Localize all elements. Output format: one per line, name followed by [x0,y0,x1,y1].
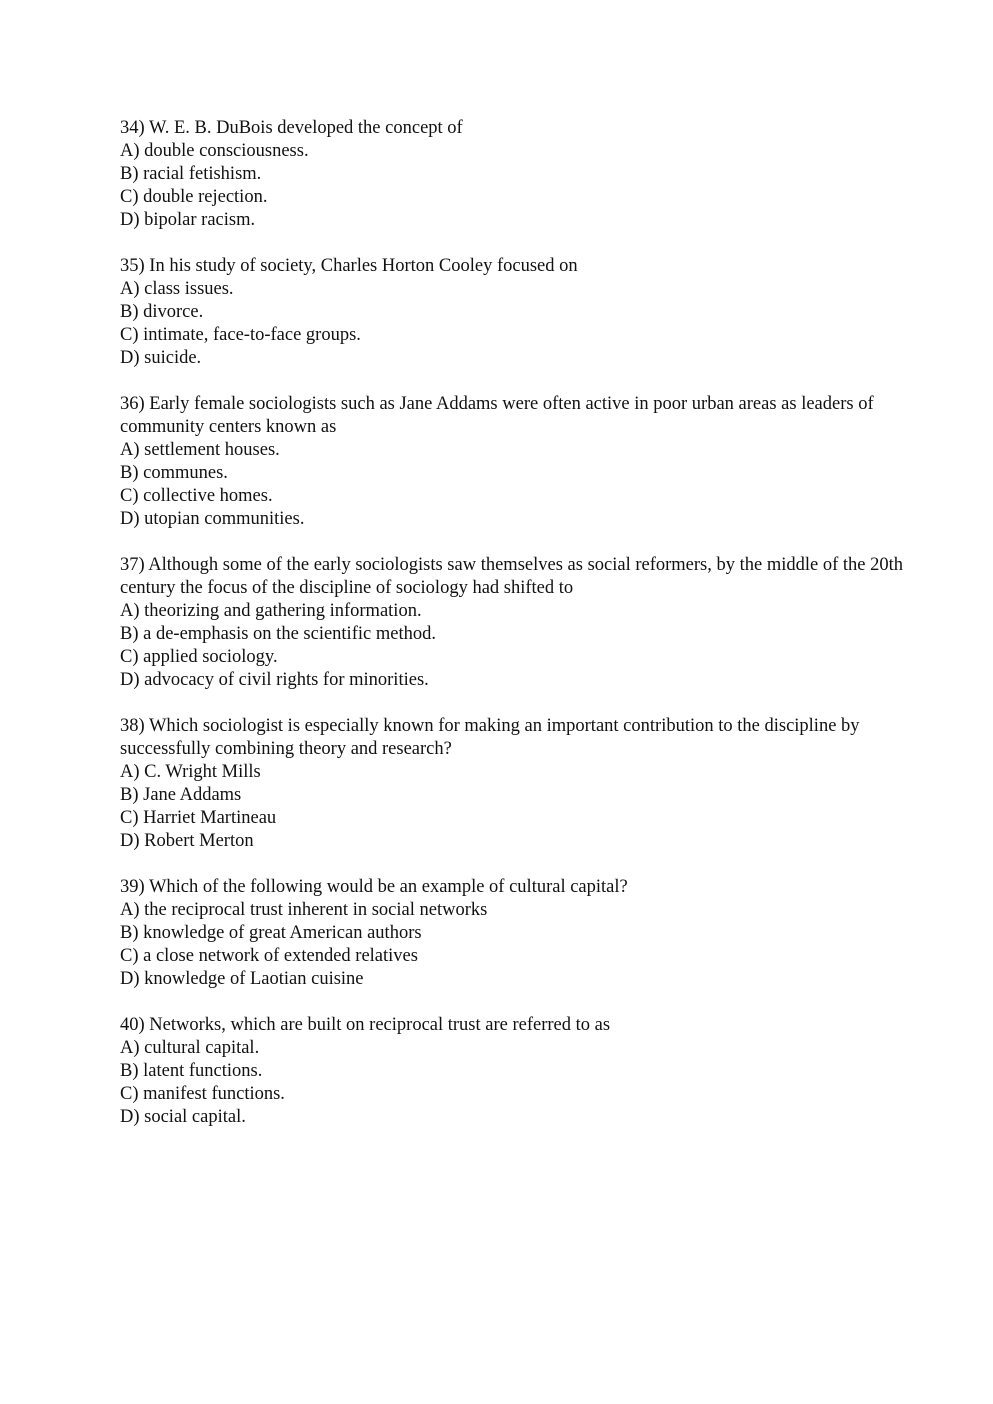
question-stem: 37) Although some of the early sociologists saw themselves as social reformers, by the middle of the 20th century the focus of the discipline of sociology had shifted to [120,555,904,598]
option-d: D) suicide. [120,348,202,368]
question-stem: 34) W. E. B. DuBois developed the concept of [120,118,463,138]
question-stem: 40) Networks, which are built on reciprocal trust are referred to as [120,1015,611,1035]
option-a: A) class issues. [120,279,234,299]
option-d: D) bipolar racism. [120,210,256,230]
option-a: A) settlement houses. [120,440,280,460]
question-stem: 39) Which of the following would be an example of cultural capital? [120,877,628,897]
option-d: D) utopian communities. [120,509,305,529]
option-c: C) a close network of extended relatives [120,946,418,966]
question-34 [120,117,910,232]
option-c: C) double rejection. [120,187,268,207]
question-stem: 35) In his study of society, Charles Horton Cooley focused on [120,256,578,276]
question-stem: 38) Which sociologist is especially known for making an important contribution to the discipline by successfully combining theory and research? [120,716,860,759]
option-d: D) knowledge of Laotian cuisine [120,969,364,989]
option-c: C) applied sociology. [120,647,278,667]
question-35 [120,255,910,370]
document-page [120,117,910,1152]
option-a: A) double consciousness. [120,141,309,161]
question-36 [120,393,910,531]
option-b: B) divorce. [120,302,204,322]
option-d: D) advocacy of civil rights for minorities. [120,670,429,690]
option-c: C) manifest functions. [120,1084,285,1104]
option-b: B) racial fetishism. [120,164,262,184]
option-d: D) social capital. [120,1107,246,1127]
option-a: A) cultural capital. [120,1038,260,1058]
option-c: C) Harriet Martineau [120,808,277,828]
question-40 [120,1014,910,1129]
option-a: A) C. Wright Mills [120,762,261,782]
option-a: A) theorizing and gathering information. [120,601,422,621]
question-39 [120,876,910,991]
option-a: A) the reciprocal trust inherent in social networks [120,900,488,920]
option-c: C) collective homes. [120,486,273,506]
question-38 [120,715,910,853]
question-37 [120,554,910,692]
option-c: C) intimate, face-to-face groups. [120,325,361,345]
option-b: B) latent functions. [120,1061,263,1081]
question-stem: 36) Early female sociologists such as Jane Addams were often active in poor urban areas as leaders of community centers known as [120,394,874,437]
option-b: B) a de-emphasis on the scientific method. [120,624,436,644]
option-b: B) knowledge of great American authors [120,923,422,943]
option-d: D) Robert Merton [120,831,254,851]
option-b: B) Jane Addams [120,785,242,805]
option-b: B) communes. [120,463,228,483]
